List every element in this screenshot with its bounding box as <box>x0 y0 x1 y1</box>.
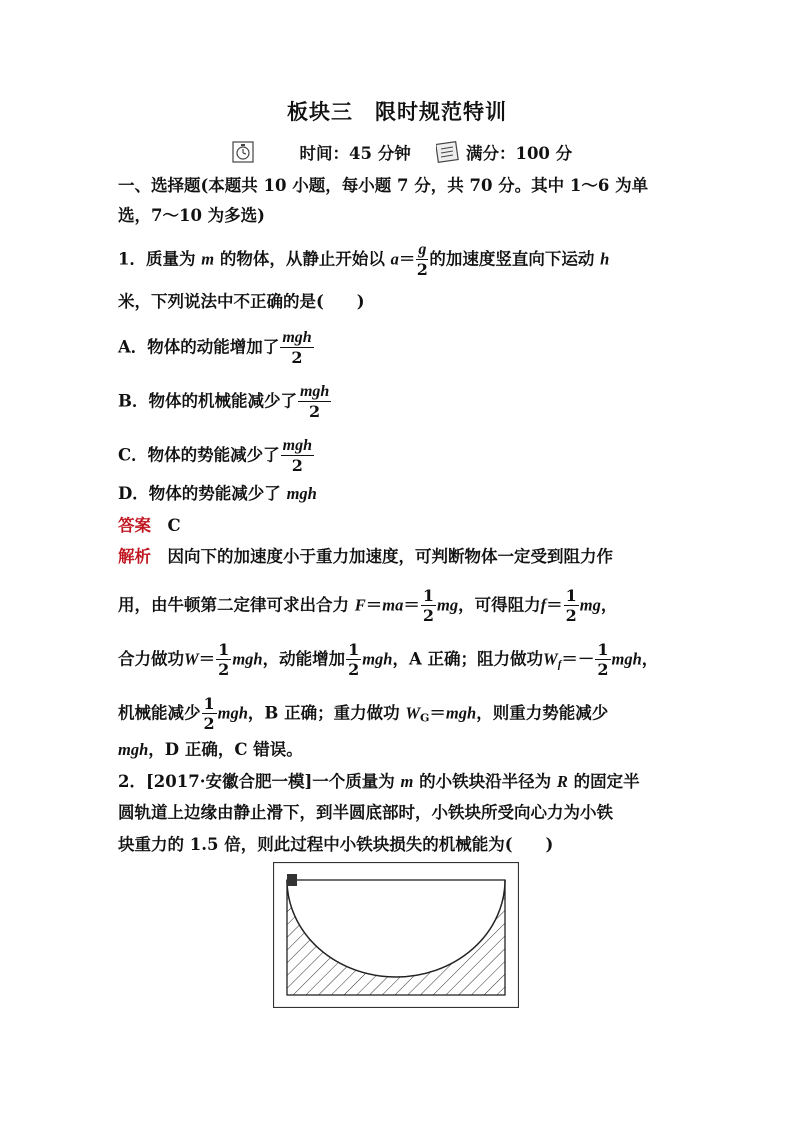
fraction-half: $\frac{1}{2}$ <box>218 640 230 679</box>
q1-option-d: D．物体的势能减少了 mgh <box>118 484 317 503</box>
section-heading-line2: 选，7～10 为多选) <box>118 206 265 225</box>
fraction-half: $\frac{1}{2}$ <box>422 586 434 625</box>
q2-stem-line2: 圆轨道上边缘由静止滑下，到半圆底部时，小铁块所受向心力为小铁 <box>118 803 613 822</box>
analysis-line3: 合力做功W＝ $\frac{1}{2}$ mgh，动能增加 $\frac{1}{2}$ mgh，A 正确；阻力做功$W_f=-$ $\frac{1}{2}$ mgh， <box>118 640 659 679</box>
fraction-half: $\frac{1}{2}$ <box>203 694 215 733</box>
q1-option-b: B．物体的机械能减少了 $\frac{\text{mgh}}{2}$ <box>118 383 330 421</box>
clock-icon <box>232 141 254 167</box>
q1-stem-line2: 米，下列说法中不正确的是( ) <box>118 292 365 311</box>
time-limit: 时间：45 分钟 <box>299 144 411 163</box>
q1-stem-line1 <box>118 242 609 278</box>
fraction-half: $\frac{1}{2}$ <box>597 640 609 679</box>
analysis-line1: 解析 因向下的加速度小于重力加速度，可判断物体一定受到阻力作 <box>118 547 613 566</box>
q1-mid: 的物体，从静止开始以 <box>214 249 391 269</box>
q1-option-c: C．物体的势能减少了 $\frac{\text{mgh}}{2}$ <box>118 437 312 475</box>
var-a: a <box>390 249 399 269</box>
paper-icon <box>436 141 460 167</box>
analysis-label: 解析 <box>118 547 151 566</box>
semicircle-track-figure <box>273 862 519 1008</box>
fraction-mgh-over-2: $\frac{\text{mgh}}{2}$ <box>299 383 330 421</box>
analysis-line2: 用，由牛顿第二定律可求出合力 F＝ma＝ $\frac{1}{2}$ mg，可得阻力f＝ $\frac{1}{2}$ mg， <box>118 586 618 625</box>
equals: ＝ <box>398 249 416 269</box>
answer-value: C <box>167 516 181 535</box>
iron-block <box>287 874 297 886</box>
meta-line <box>232 140 572 167</box>
fraction-half: $\frac{1}{2}$ <box>565 586 577 625</box>
page-title: 板块三 限时规范特训 <box>287 99 507 124</box>
answer-label: 答案 <box>118 516 151 535</box>
q1-option-a: A．物体的动能增加了 $\frac{\text{mgh}}{2}$ <box>118 329 312 367</box>
q1-prefix: 1．质量为 <box>118 249 202 269</box>
fraction-half: $\frac{1}{2}$ <box>348 640 360 679</box>
fraction-mgh-over-2: $\frac{\text{mgh}}{2}$ <box>282 437 312 475</box>
q2-stem-line1: 2．[2017·安徽合肥一模]一个质量为 m 的小铁块沿半径为 R 的固定半 <box>118 772 640 791</box>
var-m: m <box>201 249 215 269</box>
fraction-g-over-2: $\frac{g}{2}$ <box>416 241 428 279</box>
answer-line <box>118 516 181 536</box>
analysis-line4: 机械能减少 $\frac{1}{2}$ mgh，B 正确；重力做功 $W_G=mgh$，则重力势能减少 <box>118 694 609 733</box>
q2-stem-line3: 块重力的 1.5 倍，则此过程中小铁块损失的机械能为( ) <box>118 835 554 854</box>
fraction-mgh-over-2: $\frac{\text{mgh}}{2}$ <box>282 329 312 367</box>
q1-tail: 的加速度竖直向下运动 <box>429 249 601 269</box>
section-heading-line1: 一、选择题(本题共 10 小题，每小题 7 分，共 70 分。其中 1～6 为单 <box>118 176 649 195</box>
analysis-line5: mgh，D 正确，C 错误。 <box>118 740 303 759</box>
var-h: h <box>600 249 610 269</box>
full-score: 满分：100 分 <box>465 144 573 163</box>
